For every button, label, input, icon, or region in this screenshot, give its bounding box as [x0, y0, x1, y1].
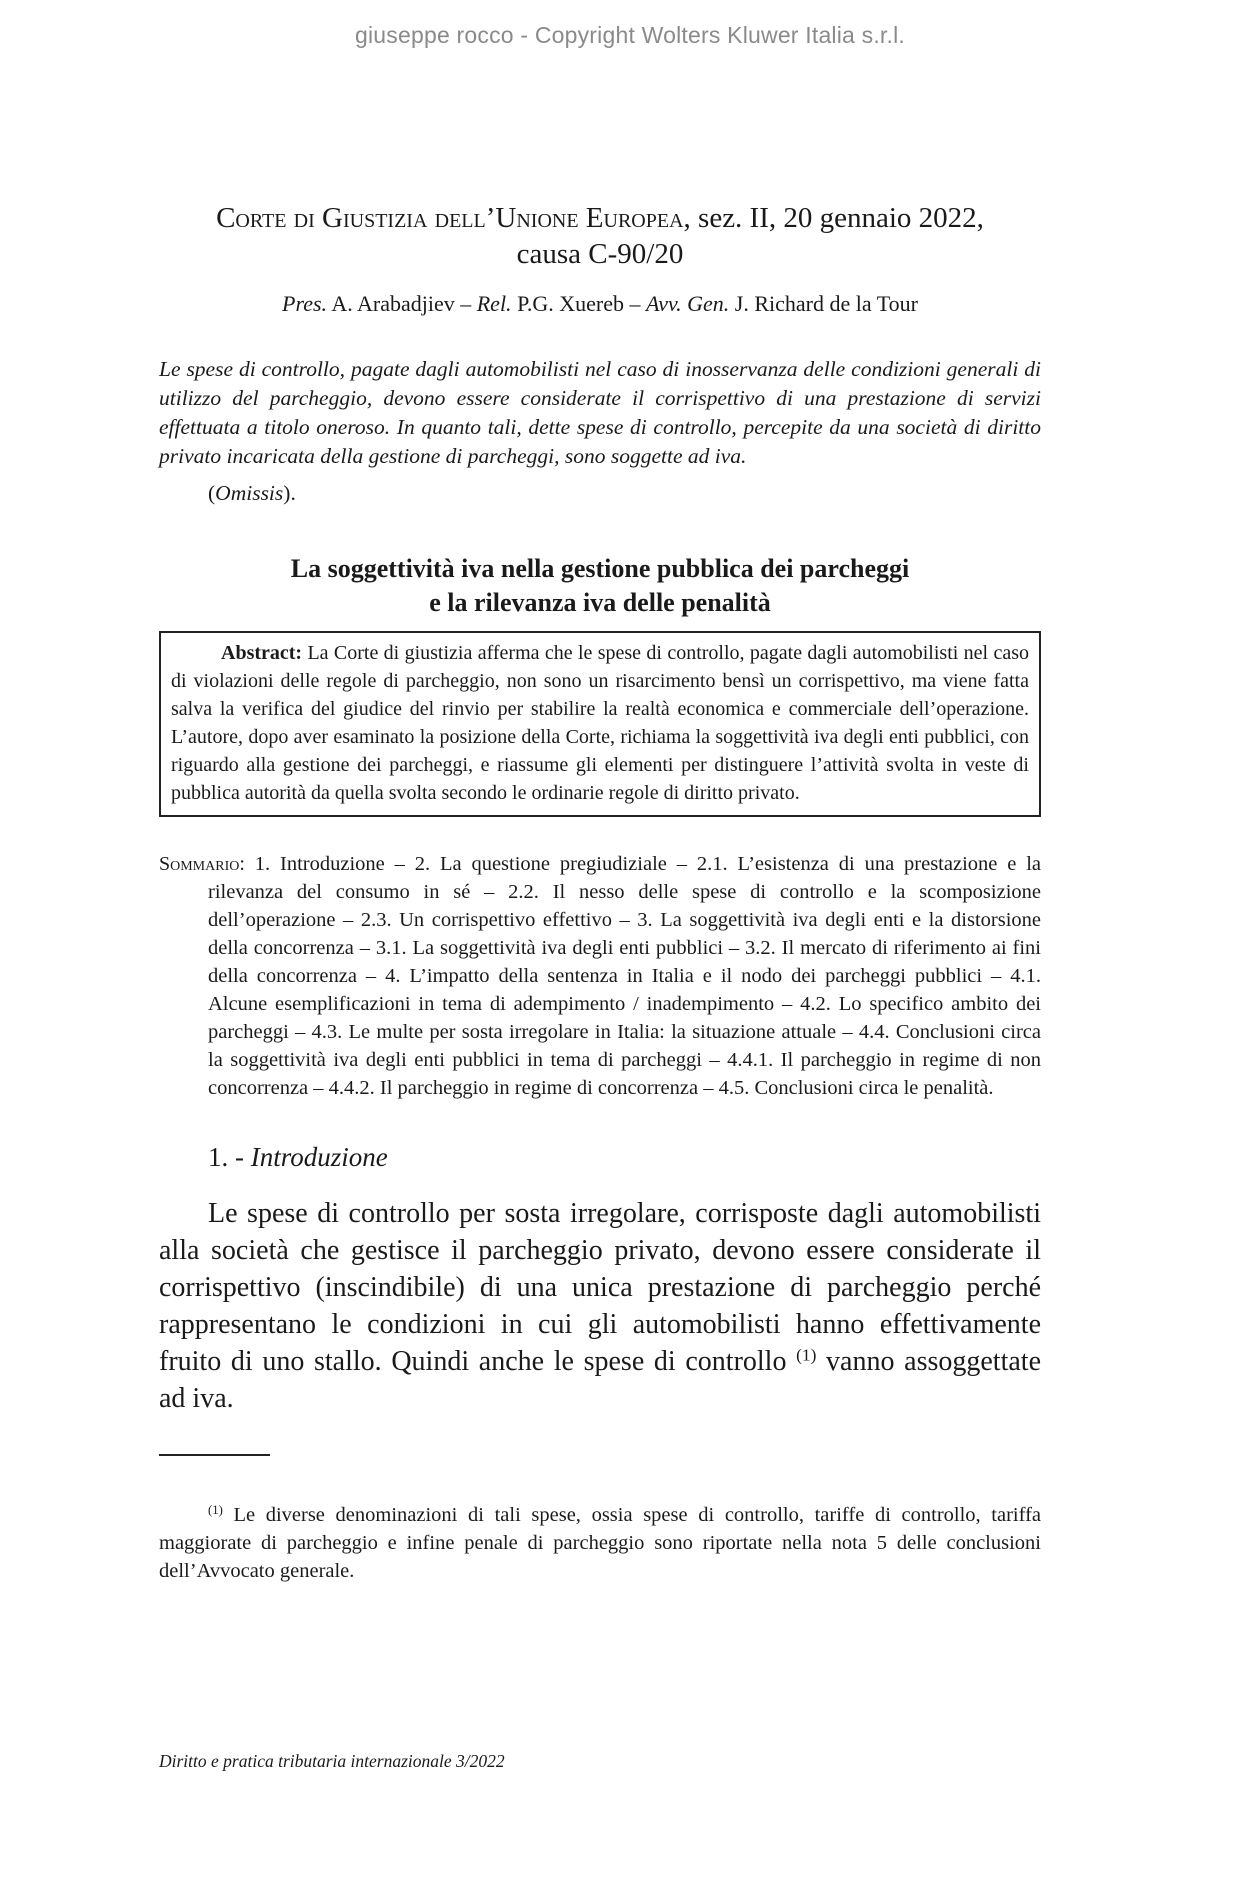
footnote-marker: (1) [208, 1503, 223, 1518]
abstract-label: Abstract: [221, 642, 303, 664]
body-text-before: Le spese di controllo per sosta irregolare, corrisposte dagli automobilisti alla società che gestisce il parcheggio privato, devono essere considerate il corrispettivo (inscindibile) di una unica prestazione di parcheggio perché rappresentano le condizioni in cui gli automobilisti hanno effettivamente fruito di uno stallo. Quindi anche le spese di controllo [159, 1198, 1041, 1377]
rel-name: P.G. Xuereb – [511, 291, 646, 316]
article-title-line1: La soggettività iva nella gestione pubblica dei parcheggi [290, 554, 910, 583]
sommario-label: Sommario: [159, 853, 245, 875]
judges-line [159, 291, 1041, 317]
abstract-text: La Corte di giustizia afferma che le spese di controllo, pagate dagli automobilisti nel caso di violazioni delle regole di parcheggio, non sono un risarcimento bensì un corrispettivo, ma viene fatta salva la verifica del giudice del rinvio per stabilire la realtà economica e commerciale dell’operazione. L’autore, dopo aver esaminato la posizione della Corte, richiama la soggettività iva degli enti pubblici, con riguardo alla gestione dei parcheggi, e riassume gli elementi per distinguere l’attività svolta in veste di pubblica autorità da quella svolta secondo le ordinarie regole di diritto privato. [171, 642, 1029, 804]
body-text-after: vanno assoggettate ad iva. [159, 1346, 1041, 1414]
table-of-contents [159, 850, 1041, 1102]
section-title: Introduzione [250, 1142, 388, 1172]
abstract-lead [171, 642, 221, 664]
footnote [159, 1501, 1041, 1585]
sommario-text: 1. Introduzione – 2. La questione pregiudiziale – 2.1. L’esistenza di una prestazione e la rilevanza del consumo in sé – 2.2. Il nesso delle spese di controllo e la scomposizione dell’operazione – 2.3. Un corrispettivo effettivo – 3. La soggettività iva degli enti e la distorsione della concorrenza – 3.1. La soggettività iva degli enti pubblici – 3.2. Il mercato di riferimento ai fini della concorrenza – 4. L’impatto della sentenza in Italia e il nodo dei parcheggi pubblici – 4.1. Alcune esemplificazioni in tema di adempimento / inadempimento – 4.2. Lo specifico ambito dei parcheggi – 4.3. Le multe per sosta irregolare in Italia: la situazione attuale – 4.4. Conclusioni circa la soggettività iva degli enti pubblici in tema di parcheggi – 4.4.1. Il parcheggio in regime di non concorrenza – 4.4.2. Il parcheggio in regime di concorrenza – 4.5. Conclusioni circa le penalità. [208, 853, 1041, 1099]
avv-name: J. Richard de la Tour [729, 291, 918, 316]
section-heading [159, 1142, 1041, 1173]
abstract-box [159, 631, 1041, 817]
court-heading [159, 200, 1041, 272]
omissis-open: ( [208, 481, 216, 505]
body-paragraph [159, 1195, 1041, 1417]
omissis-word: Omissis [215, 481, 284, 505]
page-content [159, 200, 1041, 1585]
journal-footer: Diritto e pratica tributaria internazionale 3/2022 [159, 1751, 505, 1771]
court-name: Corte di Giustizia dell’Unione Europea [216, 202, 684, 234]
omissis-close: ). [283, 481, 296, 505]
article-title [159, 552, 1041, 620]
rel-label: Rel. [476, 291, 512, 316]
headnote: Le spese di controllo, pagate dagli automobilisti nel caso di inosservanza delle condizioni generali di utilizzo del parcheggio, devono essere considerate il corrispettivo di una prestazione di servizi effettuata a titolo oneroso. In quanto tali, dette spese di controllo, percepite da una società di diritto privato incaricata della gestione di parcheggi, sono soggette ad iva. [159, 357, 1041, 468]
pres-label: Pres. [282, 291, 328, 316]
pres-name: A. Arabadjiev – [327, 291, 477, 316]
case-number: causa C-90/20 [516, 238, 684, 270]
court-details: , sez. II, 20 gennaio 2022, [683, 202, 984, 234]
footnote-text: Le diverse denominazioni di tali spese, ossia spese di controllo, tariffe di controllo, tariffa maggiorate di parcheggio e infine penale di parcheggio sono riportate nella nota 5 delle conclusioni dell’Avvocato generale. [159, 1504, 1041, 1582]
avv-label: Avv. Gen. [646, 291, 730, 316]
omissis-note [159, 481, 1041, 506]
footnote-reference: (1) [796, 1345, 817, 1365]
copyright-watermark: giuseppe rocco - Copyright Wolters Kluwer Italia s.r.l. [354, 22, 906, 48]
article-title-line2: e la rilevanza iva delle penalità [429, 588, 771, 617]
footnote-divider [159, 1454, 270, 1456]
section-number: 1. - [208, 1142, 251, 1172]
